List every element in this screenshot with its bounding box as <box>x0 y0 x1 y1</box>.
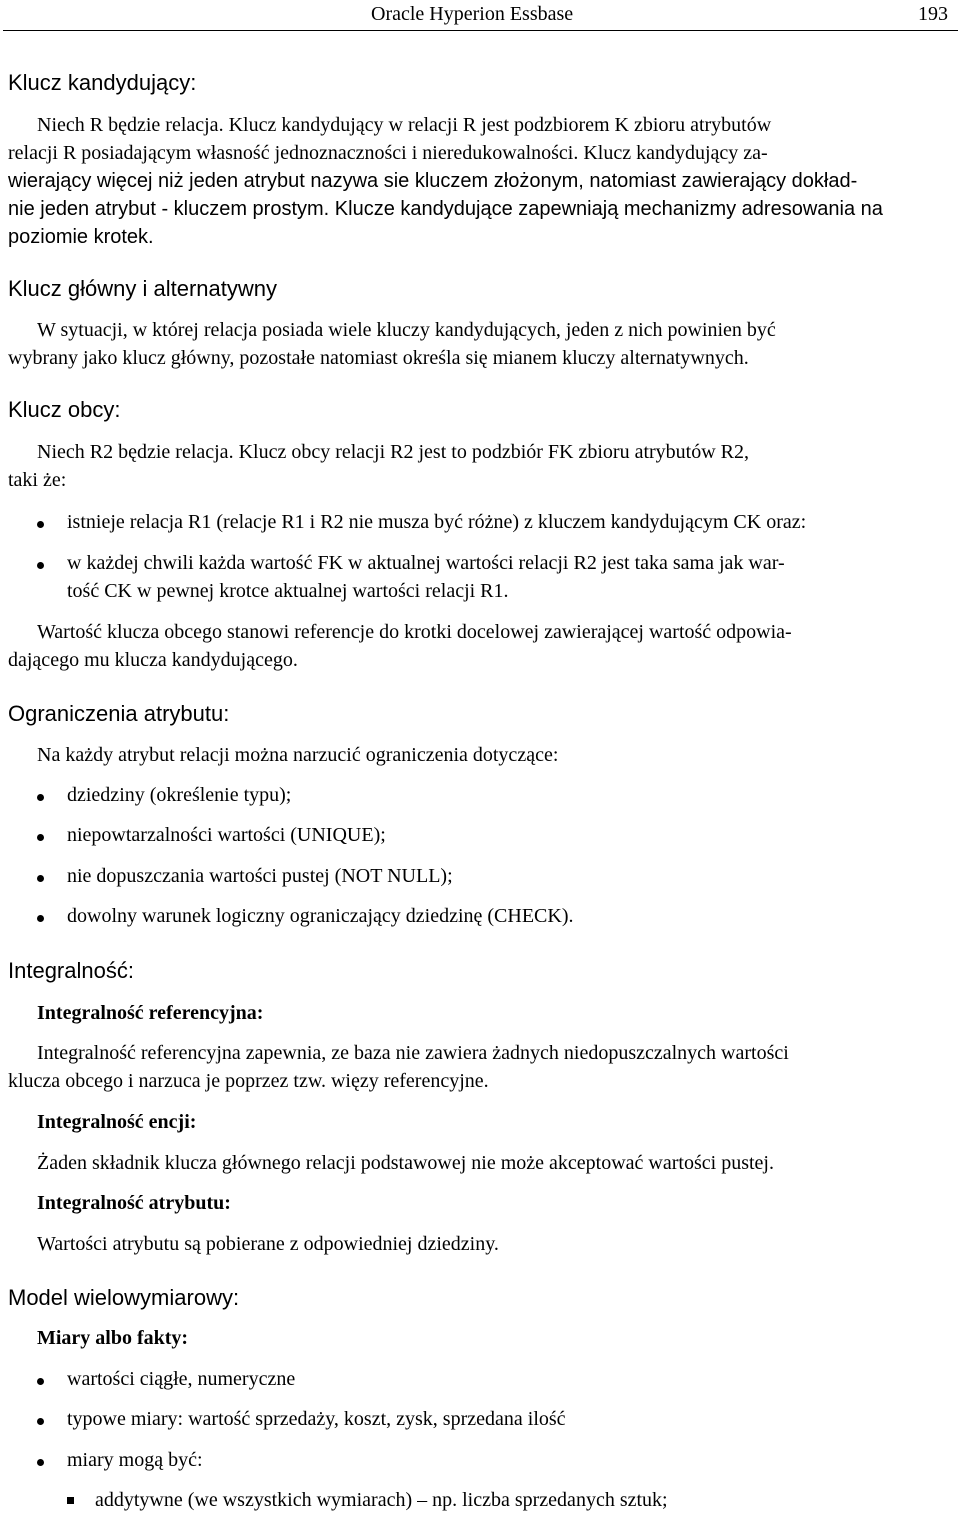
constraint-item-2: niepowtarzalności wartości (UNIQUE); <box>67 824 386 846</box>
bullet-marker <box>37 794 44 801</box>
integrity-heading: Integralność: <box>8 958 134 983</box>
constraint-item-4: dowolny warunek logiczny ograniczający dziedzinę (CHECK). <box>67 905 574 927</box>
attribute-constraints-heading: Ograniczenia atrybutu: <box>8 701 230 726</box>
primary-key-heading: Klucz główny i alternatywny <box>8 276 278 301</box>
square-bullet-marker <box>67 1497 74 1504</box>
foreign-key-heading: Klucz obcy: <box>8 397 121 422</box>
bullet-marker <box>37 1378 44 1385</box>
referential-integrity-subheading: Integralność referencyjna: <box>37 1002 264 1024</box>
attribute-integrity-text: Wartości atrybutu są pobierane z odpowiedniej dziedziny. <box>37 1233 499 1255</box>
measures-sub-item-1: addytywne (we wszystkich wymiarach) – np. liczba sprzedanych sztuk; <box>95 1489 668 1511</box>
measures-subheading: Miary albo fakty: <box>37 1327 189 1349</box>
candidate-key-line-1: Niech R będzie relacja. Klucz kandydujący w relacji R jest podzbiorem K zbioru atrybutów <box>37 114 772 136</box>
candidate-key-line-3: wierający więcej niż jeden atrybut nazywa sie kluczem złożonym, natomiast zawierający dokład- <box>8 170 858 192</box>
foreign-key-bullet-1: istnieje relacja R1 (relacje R1 i R2 nie musza być różne) z kluczem kandydującym CK oraz: <box>67 511 807 533</box>
primary-key-line-1: W sytuacji, w której relacja posiada wiele kluczy kandydujących, jeden z nich powinien być <box>37 319 776 341</box>
bullet-marker <box>37 521 44 528</box>
candidate-key-line-5: poziomie krotek. <box>8 226 154 248</box>
foreign-key-intro-line-2: taki że: <box>8 469 67 491</box>
attribute-integrity-subheading: Integralność atrybutu: <box>37 1192 231 1214</box>
foreign-key-outro-line-2: dającego mu klucza kandydującego. <box>8 649 298 671</box>
foreign-key-outro-line-1: Wartość klucza obcego stanowi referencje do krotki docelowej zawierającej wartość odpowia- <box>37 621 792 643</box>
bullet-marker <box>37 915 44 922</box>
foreign-key-bullet-2-line-1: w każdej chwili każda wartość FK w aktualnej wartości relacji R2 jest taka sama jak war- <box>67 552 785 574</box>
constraint-item-3: nie dopuszczania wartości pustej (NOT NULL); <box>67 865 453 887</box>
foreign-key-bullet-2-line-2: tość CK w pewnej krotce aktualnej wartości relacji R1. <box>67 580 509 602</box>
referential-integrity-line-1: Integralność referencyjna zapewnia, ze baza nie zawiera żadnych niedopuszczalnych wartości <box>37 1042 789 1064</box>
entity-integrity-text: Żaden składnik klucza głównego relacji podstawowej nie może akceptować wartości pustej. <box>37 1152 774 1174</box>
candidate-key-heading: Klucz kandydujący: <box>8 70 197 95</box>
header-rule <box>3 30 958 31</box>
running-header-title: Oracle Hyperion Essbase <box>371 3 574 25</box>
bullet-marker <box>37 1418 44 1425</box>
entity-integrity-subheading: Integralność encji: <box>37 1111 197 1133</box>
attribute-constraints-intro: Na każdy atrybut relacji można narzucić ograniczenia dotyczące: <box>37 744 559 766</box>
measures-item-2: typowe miary: wartość sprzedaży, koszt, zysk, sprzedana ilość <box>67 1408 566 1430</box>
primary-key-line-2: wybrany jako klucz główny, pozostałe natomiast określa się mianem kluczy alternatywnych. <box>8 347 749 369</box>
multidim-model-heading: Model wielowymiarowy: <box>8 1285 240 1310</box>
measures-item-1: wartości ciągłe, numeryczne <box>67 1368 296 1390</box>
bullet-marker <box>37 562 44 569</box>
bullet-marker <box>37 834 44 841</box>
bullet-marker <box>37 1459 44 1466</box>
page-number: 193 <box>918 3 948 25</box>
constraint-item-1: dziedziny (określenie typu); <box>67 784 292 806</box>
candidate-key-line-2: relacji R posiadającym własność jednoznaczności i nieredukowalności. Klucz kandydujący za- <box>8 142 768 164</box>
measures-item-3: miary mogą być: <box>67 1449 203 1471</box>
bullet-marker <box>37 875 44 882</box>
candidate-key-line-4: nie jeden atrybut - kluczem prostym. Klucze kandydujące zapewniają mechanizmy adresowania na <box>8 198 883 220</box>
referential-integrity-line-2: klucza obcego i narzuca je poprzez tzw. więzy referencyjne. <box>8 1070 489 1092</box>
foreign-key-intro-line-1: Niech R2 będzie relacja. Klucz obcy relacji R2 jest to podzbiór FK zbioru atrybutów R2, <box>37 441 750 463</box>
